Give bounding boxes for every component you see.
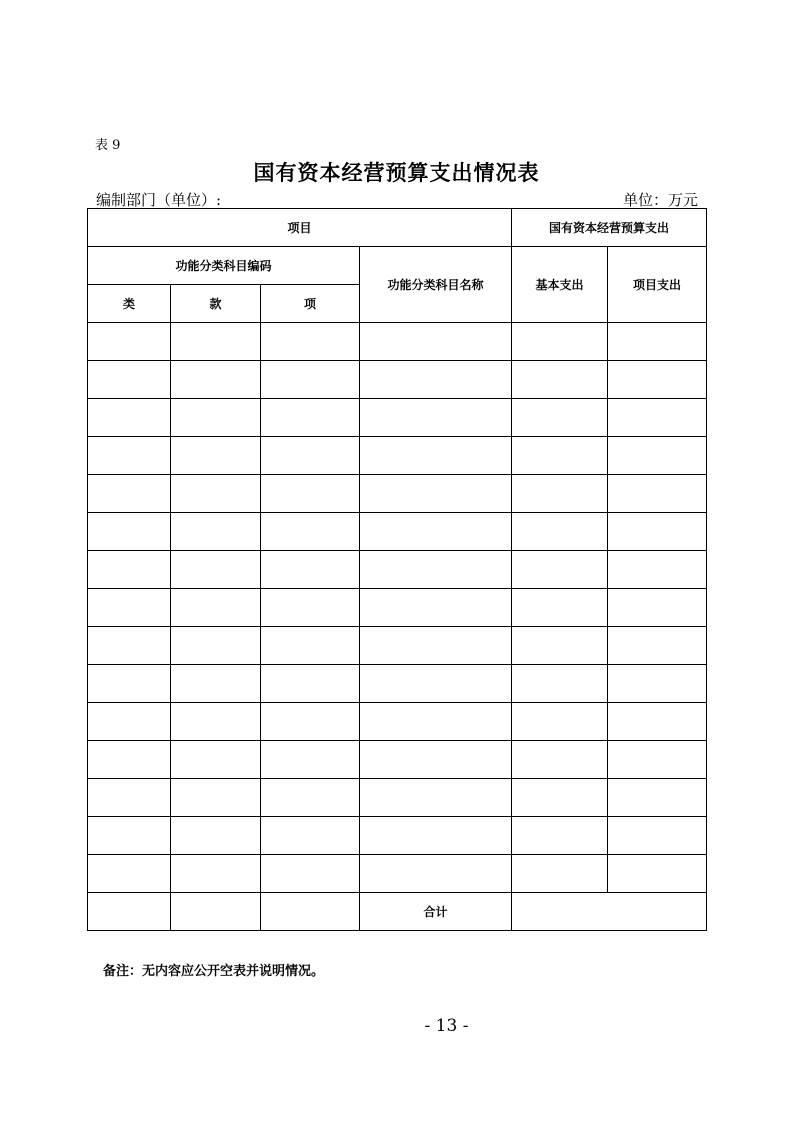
table-cell (171, 437, 261, 475)
table-cell (512, 551, 608, 589)
table-cell (512, 589, 608, 627)
header-soe-capital-expenditure: 国有资本经营预算支出 (512, 209, 707, 247)
table-cell (88, 741, 171, 779)
table-row (88, 323, 707, 361)
table-cell (171, 475, 261, 513)
table-cell (608, 627, 707, 665)
table-cell (261, 437, 360, 475)
table-cell (360, 361, 512, 399)
total-value-cell (512, 893, 707, 931)
table-cell (608, 475, 707, 513)
table-cell (88, 665, 171, 703)
table-cell (360, 741, 512, 779)
table-row (88, 855, 707, 893)
department-label: 编制部门（单位）: (96, 191, 222, 209)
table-cell (512, 475, 608, 513)
table-cell (88, 475, 171, 513)
table-row (88, 627, 707, 665)
table-cell (512, 779, 608, 817)
table-cell (608, 855, 707, 893)
header-basic-expenditure: 基本支出 (512, 247, 608, 323)
header-item: 项 (261, 285, 360, 323)
table-cell (261, 893, 360, 931)
header-function-name: 功能分类科目名称 (360, 247, 512, 323)
header-project: 项目 (88, 209, 512, 247)
table-cell (261, 855, 360, 893)
table-cell (261, 551, 360, 589)
header-function-code: 功能分类科目编码 (88, 247, 360, 285)
table-cell (608, 399, 707, 437)
table-cell (608, 513, 707, 551)
table-cell (512, 703, 608, 741)
total-row (88, 893, 707, 931)
table-cell (88, 855, 171, 893)
table-cell (360, 703, 512, 741)
table-cell (512, 741, 608, 779)
table-cell (171, 893, 261, 931)
table-cell (261, 817, 360, 855)
table-cell (360, 627, 512, 665)
table-cell (171, 855, 261, 893)
table-cell (608, 703, 707, 741)
table-cell (171, 627, 261, 665)
table-cell (360, 551, 512, 589)
table-cell (171, 551, 261, 589)
table-cell (261, 513, 360, 551)
table-cell (261, 779, 360, 817)
table-cell (261, 361, 360, 399)
table-cell (171, 741, 261, 779)
table-cell (608, 551, 707, 589)
table-cell (512, 399, 608, 437)
table-cell (608, 817, 707, 855)
table-cell (608, 323, 707, 361)
page-number: - 13 - (424, 1016, 469, 1036)
table-cell (261, 703, 360, 741)
table-cell (88, 551, 171, 589)
table-cell (171, 361, 261, 399)
table-cell (360, 665, 512, 703)
table-cell (171, 665, 261, 703)
table-cell (88, 703, 171, 741)
table-row (88, 589, 707, 627)
table-row (88, 437, 707, 475)
table-cell (261, 665, 360, 703)
table-row (88, 741, 707, 779)
table-cell (171, 513, 261, 551)
table-cell (88, 361, 171, 399)
table-row (88, 513, 707, 551)
table-cell (88, 589, 171, 627)
table-row (88, 817, 707, 855)
table-cell (512, 665, 608, 703)
table-row (88, 551, 707, 589)
table-cell (88, 779, 171, 817)
table-row (88, 475, 707, 513)
table-row (88, 665, 707, 703)
footnote: 备注：无内容应公开空表并说明情况。 (103, 964, 325, 979)
table-cell (360, 855, 512, 893)
table-cell (512, 855, 608, 893)
table-cell (88, 817, 171, 855)
table-cell (261, 589, 360, 627)
table-cell (608, 779, 707, 817)
unit-label: 单位：万元 (622, 191, 698, 209)
table-cell (88, 513, 171, 551)
table-cell (171, 589, 261, 627)
expenditure-table (87, 208, 707, 931)
header-category: 类 (88, 285, 171, 323)
table-cell (261, 399, 360, 437)
table-cell (512, 627, 608, 665)
table-row (88, 361, 707, 399)
table-cell (608, 437, 707, 475)
table-cell (171, 323, 261, 361)
table-number-label: 表 9 (95, 138, 121, 153)
table-cell (360, 437, 512, 475)
table-cell (261, 741, 360, 779)
table-cell (512, 361, 608, 399)
table-cell (88, 323, 171, 361)
table-cell (608, 665, 707, 703)
table-cell (608, 741, 707, 779)
table-row (88, 703, 707, 741)
table-cell (88, 399, 171, 437)
table-cell (512, 817, 608, 855)
table-cell (261, 627, 360, 665)
total-label: 合计 (360, 893, 512, 931)
table-cell (360, 779, 512, 817)
table-cell (512, 513, 608, 551)
table-cell (608, 589, 707, 627)
table-row (88, 779, 707, 817)
table-cell (88, 437, 171, 475)
header-row-1 (88, 209, 707, 247)
table-cell (88, 893, 171, 931)
table-cell (360, 817, 512, 855)
table-cell (171, 779, 261, 817)
table-cell (261, 475, 360, 513)
table-cell (360, 589, 512, 627)
header-row-2 (88, 247, 707, 285)
table-cell (360, 323, 512, 361)
table-cell (261, 323, 360, 361)
header-section: 款 (171, 285, 261, 323)
table-cell (360, 399, 512, 437)
table-cell (512, 437, 608, 475)
header-project-expenditure: 项目支出 (608, 247, 707, 323)
table-cell (88, 627, 171, 665)
table-row (88, 399, 707, 437)
table-cell (171, 817, 261, 855)
table-cell (171, 703, 261, 741)
table-cell (171, 399, 261, 437)
table-cell (512, 323, 608, 361)
table-cell (360, 475, 512, 513)
table-cell (608, 361, 707, 399)
page-title: 国有资本经营预算支出情况表 (253, 160, 540, 185)
table-cell (360, 513, 512, 551)
